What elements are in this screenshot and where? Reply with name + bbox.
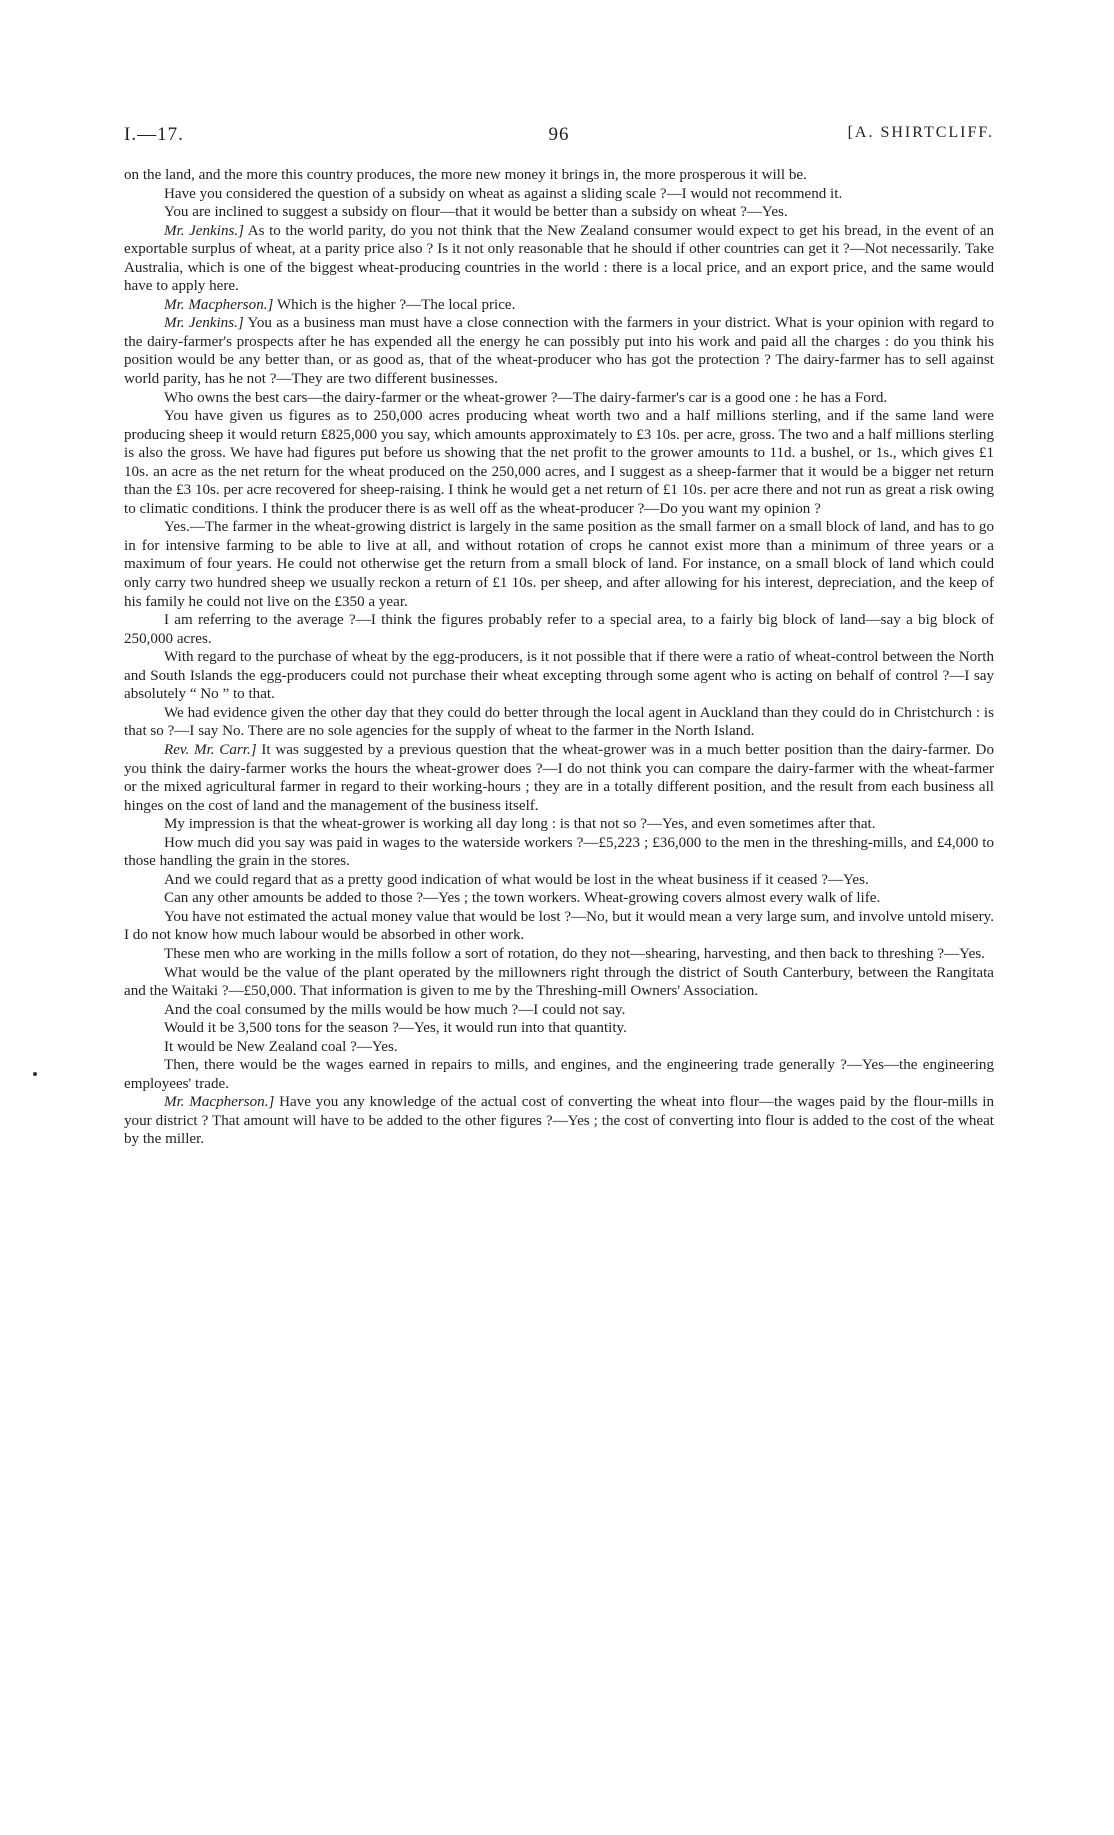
paragraph [124, 834, 994, 871]
paragraph [124, 815, 994, 834]
paragraph-text: Have you considered the question of a subsidy on wheat as against a sliding scale ?—I would not recommend it. [164, 185, 843, 202]
paragraph [124, 185, 994, 204]
paragraph-text: You are inclined to suggest a subsidy on flour—that it would be better than a subsidy on wheat ?—Yes. [164, 204, 788, 221]
paragraph-text: What would be the value of the plant operated by the millowners right through the district of South Canterbury, between the Rangitata and the Waitaki ?—£50,000. That information is given to me by the Threshing-mill Owners' Association. [124, 964, 994, 1000]
paragraph [124, 908, 994, 945]
page-number: 96 [548, 124, 570, 145]
paragraph-text: I am referring to the average ?—I think the figures probably refer to a special area, to a fairly big block of land—say a big block of 250,000 acres. [124, 612, 994, 647]
paragraph-text: You have given us figures as to 250,000 acres producing wheat worth two and a half millions sterling, and if the same land were producing sheep it would return £825,000 you say, which amounts approximately to £3 10s. per acre, gross. The two and a half millions sterling is also the gross. We have had figures put before us showing that the net profit to the grower amounts to 11d. a bushel, or 1s., which gives £1 10s. an acre as the net return for the wheat produced on the 250,000 acres, and I suggest as a sheep-farmer that it would be a bigger net return than the £3 10s. per acre recovered for sheep-raising. I think he would get a net return of £1 10s. per acre there and not run as great a risk owing to climatic conditions. I think the producer there is as well off as the wheat-producer ?—Do you want my opinion ? [124, 408, 994, 517]
paragraph-text: My impression is that the wheat-grower is working all day long : is that not so ?—Yes, and even sometimes after that. [164, 816, 876, 833]
paragraph [124, 1001, 994, 1020]
speaker-label: Mr. Macpherson.] [164, 296, 274, 313]
paragraph-text: Yes.—The farmer in the wheat-growing district is largely in the same position as the small farmer on a small block of land, and has to go in for intensive farming to be able to live at all, and without rotation of crops he cannot exist more than a minimum of three years or a maximum of four years. He could not otherwise get the return from a small block of land. For instance, on a small block of land which could only carry two hundred sheep we usually reckon a return of £1 10s. per sheep, and after allowing for his interest, depreciation, and the keep of his family he could not live on the £350 a year. [124, 519, 994, 610]
paragraph [124, 314, 994, 388]
paragraph [124, 203, 994, 222]
paragraph [124, 1093, 994, 1149]
speaker-label: Mr. Jenkins.] [164, 315, 244, 332]
paragraph-text: How much did you say was paid in wages to the waterside workers ?—£5,223 ; £36,000 to the men in the threshing-mills, and £4,000 to those handling the grain in the stores. [124, 834, 994, 870]
paragraph [124, 389, 994, 408]
paragraph-text: Who owns the best cars—the dairy-farmer or the wheat-grower ?—The dairy-farmer's car is a good one : he has a Ford. [164, 389, 888, 406]
paragraph-text: We had evidence given the other day that they could do better through the local agent in Auckland than they could do in Christchurch : is that so ?—I say No. There are no sole agencies for the supply of wheat to the farmer in the North Island. [124, 704, 994, 740]
witness-name: [A. SHIRTCLIFF. [847, 124, 994, 141]
paragraph-text: on the land, and the more this country produces, the more new money it brings in, the more prosperous it will be. [124, 167, 807, 183]
speaker-label: Mr. Jenkins.] [164, 222, 245, 239]
paragraph-text: And the coal consumed by the mills would be how much ?—I could not say. [164, 1001, 626, 1018]
document-reference: I.—17. [124, 124, 184, 145]
paragraph [124, 407, 994, 518]
paragraph-text: It was suggested by a previous question that the wheat-grower was in a much better position than the dairy-farmer. Do you think the dairy-farmer works the hours the wheat-grower does ?—I do not think you can compare the dairy-farmer with the wheat-farmer or the mixed agricultural farmer in regard to their working-hours ; they are in a totally different position, and the result from each business all hinges on the cost of land and the management of the business itself. [124, 741, 994, 814]
paragraph [124, 611, 994, 648]
paragraph-text: You have not estimated the actual money value that would be lost ?—No, but it would mean a very large sum, and involve untold misery. I do not know how much labour would be absorbed in other work. [124, 908, 994, 944]
paragraph [124, 1056, 994, 1093]
paragraph-text: It would be New Zealand coal ?—Yes. [164, 1038, 398, 1055]
paragraph [124, 945, 994, 964]
paragraph [124, 1038, 994, 1057]
paragraph-text: With regard to the purchase of wheat by the egg-producers, is it not possible that if there were a ratio of wheat-control between the North and South Islands the egg-producers could not purchase their wheat excepting through some agent who is acting on behalf of control ?—I say absolutely “ No ” to that. [124, 649, 994, 703]
page-header [124, 124, 994, 166]
paragraph [124, 166, 994, 185]
paragraph-text: Which is the higher ?—The local price. [276, 296, 516, 313]
paragraph [124, 889, 994, 908]
paragraph [124, 296, 994, 315]
paragraph [124, 741, 994, 815]
paragraph [124, 704, 994, 741]
paragraph [124, 518, 994, 611]
paragraph-text: As to the world parity, do you not think that the New Zealand consumer would expect to get his bread, in the event of an exportable surplus of wheat, at a parity price also ? Is it not only reasonable that he should if other countries can get it ?—Not necessarily. Take Australia, which is one of the biggest wheat-producing countries in the world : there is a local price, and an export price, and the same would have to apply here. [124, 222, 994, 295]
paragraph-text: Then, there would be the wages earned in repairs to mills, and engines, and the engineering trade generally ?—Yes—the engineering employees' trade. [124, 1057, 994, 1092]
body-text [124, 166, 994, 1149]
paragraph [124, 1019, 994, 1038]
paragraph-text: Would it be 3,500 tons for the season ?—Yes, it would run into that quantity. [164, 1020, 627, 1037]
paragraph-text: These men who are working in the mills follow a sort of rotation, do they not—shearing, harvesting, and then back to threshing ?—Yes. [164, 945, 985, 962]
paragraph [124, 648, 994, 704]
speaker-label: Rev. Mr. Carr.] [164, 741, 257, 758]
stray-ink-mark [33, 1072, 37, 1076]
paragraph [124, 222, 994, 296]
paragraph-text: And we could regard that as a pretty good indication of what would be lost in the wheat business if it ceased ?—Yes. [164, 871, 869, 888]
paragraph-text: You as a business man must have a close connection with the farmers in your district. What is your opinion with regard to the dairy-farmer's prospects after he has expended all the energy he can possibly put into his work and paid all the charges : do you think his position would be any better than, or as good as, that of the wheat-producer who has got the protection ? The dairy-farmer has to sell against world parity, has he not ?—They are two different businesses. [124, 315, 994, 388]
paragraph-text: Can any other amounts be added to those ?—Yes ; the town workers. Wheat-growing covers almost every walk of life. [164, 890, 881, 907]
speaker-label: Mr. Macpherson.] [164, 1094, 275, 1111]
paragraph [124, 964, 994, 1001]
paragraph-text: Have you any knowledge of the actual cost of converting the wheat into flour—the wages paid by the flour-mills in your district ? That amount will have to be added to the other figures ?—Yes ; the cost of converting into flour is added to the cost of the wheat by the miller. [124, 1094, 995, 1148]
paragraph [124, 871, 994, 890]
